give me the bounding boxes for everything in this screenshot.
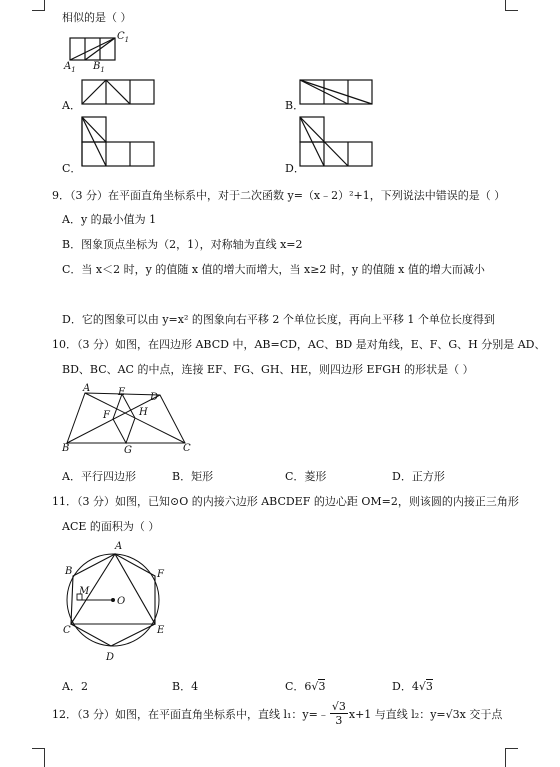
- q10-label-a: A: [83, 383, 91, 394]
- q12-stem-part2: x+1 与直线 l₂：y=√3x 交于点: [348, 707, 503, 721]
- q9-option-d: D．它的图象可以由 y=x² 的图象向右平移 2 个单位长度，再向上平移 1 个单位长度得到: [62, 313, 495, 326]
- q11-label-m: M: [79, 586, 90, 597]
- q10-stem-line2: BD、BC、AC 的中点，连接 EF、FG、GH、HE，则四边形 EFGH 的形状是（ ）: [62, 363, 474, 376]
- sqrt-sign: √: [311, 680, 319, 693]
- q12-stem: [52, 700, 502, 727]
- q8-option-d-label: D．: [285, 162, 305, 175]
- label-c1: $C_1$: [117, 31, 130, 44]
- q9-option-a: A．y 的最小值为 1: [62, 213, 157, 226]
- q11-option-d: D．4√3: [392, 680, 433, 693]
- q10-option-a: A．平行四边形: [62, 470, 136, 483]
- q8-option-a-label: A．: [62, 99, 81, 112]
- label-a1: $A_1$: [64, 61, 76, 74]
- q11-label-f: F: [157, 569, 164, 580]
- q11-label-b: B: [65, 566, 73, 577]
- q10-option-d: D．正方形: [392, 470, 445, 483]
- corner-mark-bottom-left: [32, 748, 45, 767]
- q8-stem-tail: 相似的是（ ）: [62, 11, 132, 24]
- corner-mark-top-left: [32, 0, 45, 11]
- q8-reference-rectangles: [70, 38, 150, 68]
- q8-option-c-figure: [82, 117, 162, 167]
- q10-option-b: B．矩形: [172, 470, 214, 483]
- q10-label-f: F: [103, 410, 110, 421]
- q8-option-a-figure: [82, 80, 157, 104]
- q12-fraction: [330, 700, 348, 727]
- q8-option-b-figure: [300, 80, 375, 104]
- q10-label-b: B: [62, 443, 70, 454]
- q10-label-c: C: [183, 443, 191, 454]
- corner-mark-bottom-right: [505, 748, 518, 767]
- q11-stem-line2: ACE 的面积为（ ）: [62, 520, 160, 533]
- q8-option-c-label: C．: [62, 162, 82, 175]
- q10-label-g: G: [124, 445, 132, 456]
- q12-fraction-numerator: √3: [331, 700, 346, 713]
- q9-option-c: C．当 x＜2 时，y 的值随 x 值的增大而增大，当 x≥2 时，y 的值随 x 值的增大而减小: [62, 263, 485, 276]
- label-b1: $B_1$: [93, 61, 105, 74]
- q9-stem: 9．（3 分）在平面直角坐标系中，对于二次函数 y=（x﹣2）²+1，下列说法中错误的是（ ）: [52, 189, 506, 202]
- q11-label-e: E: [157, 625, 165, 636]
- corner-mark-top-right: [505, 0, 518, 11]
- q11-label-o: O: [117, 596, 126, 607]
- q11-option-b: B．4: [172, 680, 199, 693]
- q8-option-d-figure: [300, 117, 380, 167]
- q11-option-a: A．2: [62, 680, 88, 693]
- q10-label-e: E: [118, 387, 126, 398]
- q8-option-b-label: B．: [285, 99, 305, 112]
- q9-option-b: B．图象顶点坐标为（2，1），对称轴为直线 x=2: [62, 238, 303, 251]
- q10-label-h: H: [139, 407, 148, 418]
- q11-label-c: C: [63, 625, 71, 636]
- q12-fraction-denominator: 3: [335, 714, 343, 727]
- q11-label-a: A: [115, 541, 123, 552]
- q11-stem-line1: 11．（3 分）如图，已知⊙O 的内接六边形 ABCDEF 的边心距 OM=2，则该圆的内接正三角形: [52, 495, 519, 508]
- sqrt-sign: √: [418, 680, 426, 693]
- q10-stem-line1: 10．（3 分）如图，在四边形 ABCD 中，AB=CD，AC、BD 是对角线，E、F、G、H 分别是 AD、: [52, 338, 546, 351]
- q12-stem-part1: 12．（3 分）如图，在平面直角坐标系中，直线 l₁：y=﹣: [52, 707, 329, 721]
- q11-option-c: C．6√3: [285, 680, 326, 693]
- q10-label-d: D: [150, 392, 159, 403]
- q10-option-c: C．菱形: [285, 470, 327, 483]
- q11-label-d: D: [106, 652, 115, 663]
